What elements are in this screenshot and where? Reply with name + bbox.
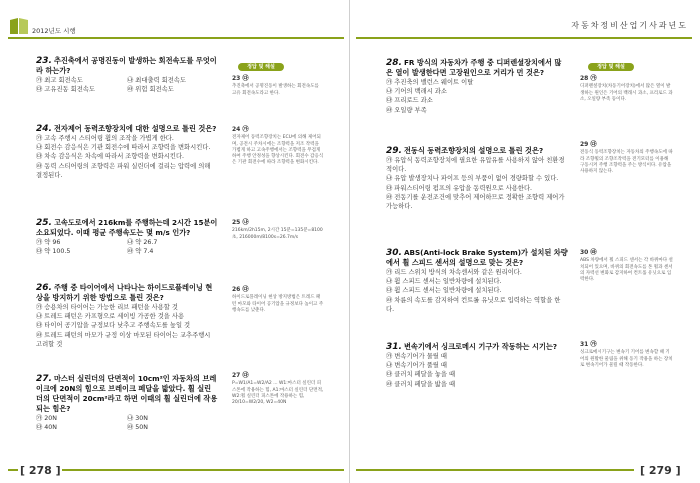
option: ㉯ 최대출력 회전속도 (127, 77, 186, 84)
question-28 (386, 58, 568, 115)
option: ㉯ 휠 스피드 센서는 일반차량에 설치된다. (386, 278, 502, 286)
question-26 (36, 283, 218, 349)
answer-31: 31 ㉮ 싱크로메시기구는 변속기 기어를 변속할 때 기어의 원활한 물림을 위해 동기 작용을 하는 장치로 변속기어가 물릴 때 작동한다. (580, 341, 673, 368)
option: ㉰ 차속 감응식은 차속에 따라서 조향력을 변화시킨다. (36, 153, 185, 161)
question-30 (386, 248, 568, 314)
question-title: 25. 고속도로에서 216km를 주행하는데 2시간 15분이 소요되었다. 이때 평균 주행속도는 몇 m/s 인가? (36, 218, 218, 237)
footer-rule (356, 469, 634, 471)
answer-27: 27 ㉰ P=W1/A1=W2/A2 ... W1:마스터 실린더 피스톤에 작용하는 힘, A1:마스터 실린더 단면적, W2:휠 실린더 피스톤에 작용하는 힘, 20/10=W2/20, W2=40N (232, 372, 324, 406)
option: ㉮ 최고 회전속도 (36, 77, 83, 84)
option: ㉰ 고유진동 회전속도 (36, 86, 95, 94)
option: ㉯ 기어의 백래시 과소 (386, 88, 447, 96)
question-title: 30. ABS(Anti-lock Brake System)가 설치된 차량에서 휠 스피드 센서의 설명으로 맞는 것은? (386, 248, 568, 267)
option: ㉮ 추진축의 밸런스 웨이트 이탈 (386, 79, 474, 86)
option: ㉮ 고속 주행시 스티어링 휠의 조작을 가볍게 한다. (36, 135, 174, 142)
page-number-right: [ 279 ] (640, 464, 681, 477)
option: ㉯ 트레드 패턴은 카프형으로 세이빙 가공한 것을 사용 (36, 313, 185, 321)
question-title: 31. 변속기에서 싱크로메시 기구가 작동하는 시기는? (386, 342, 557, 352)
option: ㉱ 트레드 패턴의 마모가 규정 이상 마모된 타이어는 교추주행시 고려할 것 (36, 331, 211, 348)
answer-badge: 정답 및 해설 (238, 63, 284, 71)
answer-30: 30 ㉱ ABS 차량에서 휠 스피드 센서는 각 바퀴마다 설치되어 있으며, 바퀴의 회전속도를 톤 휠과 센서의 자력선 변화로 감지하여 컨트롤 유닛으로 입력한다. (580, 249, 673, 283)
question-31 (386, 342, 568, 389)
option: ㉮ 약 96 (36, 239, 61, 246)
option: ㉱ 전동기를 운전조건에 맞추어 제어하므로 정확한 조향력 제어가 가능하다. (386, 193, 565, 211)
header-left-text: 2012년도 시행 (32, 27, 76, 35)
answer-25: 25 ㉯ 216km/2h15m, 2시간 15분=135분=8100초, 216000m/8100s=26.7m/s (232, 219, 323, 240)
question-title: 28. FR 방식의 자동차가 주행 중 디퍼렌셜장치에서 많은 열이 발생한다면 고장원인으로 거리가 먼 것은? (386, 58, 562, 77)
answer-23: 23 ㉰ 추진축에서 공명진동이 발생하는 회전속도를 고유 회전속도라고 한다. (232, 75, 319, 96)
option: ㉯ 유압 발생장치나 파이프 등의 부품이 없어 경량화할 수 있다. (386, 175, 559, 183)
answer-29: 29 ㉰ 전동식 동력조향장치는 자동차의 주행속도에 따라 조향휠의 조향조작력을 전기모터를 이용해 구동시켜 주행 조향력을 주는 방식이다. 유압을 사용하지 않는다. (580, 141, 673, 175)
option: ㉰ 약 100.5 (36, 248, 71, 256)
question-title: 27. 마스터 실린더의 단면적이 10cm²인 자동차의 브레이크에 20N의 힘으로 브레이크 페달을 밟았다. 휠 실린더의 단면적이 20cm²라고 하면 이때의 휠 실린더에 작용되는 힘은? (36, 374, 218, 413)
question-title: 26. 주행 중 타이어에서 나타나는 하이드로플레이닝 현상을 방지하기 위한 방법으로 틀린 것은? (36, 283, 213, 302)
option: ㉱ 약 7.4 (127, 248, 154, 256)
option: ㉱ 오일량 부족 (386, 106, 427, 114)
right-header (350, 0, 700, 40)
header-right-text: 자동차정비산업기사과년도 (571, 21, 688, 30)
option: ㉮ 리드 스위치 방식의 차속센서와 같은 원리이다. (386, 269, 522, 276)
right-page (350, 0, 700, 483)
question-23 (36, 56, 218, 94)
option: ㉰ 휠 스피드 센서는 일반차량에 설치된다. (386, 287, 502, 295)
footer-rule-left (8, 469, 18, 471)
option: ㉯ 30N (127, 415, 149, 422)
question-24 (36, 124, 218, 180)
option: ㉱ 차륜의 속도를 감지하여 컨트롤 유닛으로 입력하는 역할을 한다. (386, 296, 561, 313)
option: ㉯ 약 26.7 (127, 239, 158, 246)
option: ㉱ 동력 스티어링의 조향력은 파워 실린더에 걸리는 압력에 의해 결정된다. (36, 162, 211, 179)
option: ㉮ 유압식 동력조향장치에 필요한 유압유를 사용하지 않아 친환경적이다. (386, 157, 565, 174)
option: ㉮ 승용차의 타이어는 가능한 리브 패턴을 사용할 것 (36, 304, 178, 311)
header-rule (356, 37, 692, 39)
option: ㉰ 40N (36, 424, 58, 432)
header-rule (8, 37, 344, 39)
option: ㉯ 회전수 감응식은 기관 회전수에 따라서 조향력을 변화시킨다. (36, 144, 211, 152)
question-title: 24. 전자제어 동력조향장치에 대한 설명으로 틀린 것은? (36, 124, 217, 134)
answer-24: 24 ㉮ 전자제어 동력조향장치는 ECU에 의해 제어되며, 공전시 주차시에는 조향력을 저조 작력을 가볍게 하고 고속주행에서는 조향력을 무겁게 하여 주행 안정성을 향상시킨다. 회전수 감응식은 기관 회전수에 따라 조향력을 변화시킨다. (232, 126, 324, 166)
option: ㉰ 클러치 페달을 놓을 때 (386, 371, 456, 379)
answer-26: 26 ㉰ 하이드로플레이닝 현상 방지방법은 트레드 패턴 마모와 타이어 공기압을 규정보다 높이고 주행속도를 낮춘다. (232, 286, 324, 313)
option: ㉮ 20N (36, 415, 58, 422)
option: ㉰ 프리로드 과소 (386, 97, 433, 105)
question-29 (386, 146, 568, 211)
left-header (0, 0, 350, 40)
page-number-left: [ 278 ] (20, 464, 61, 477)
option: ㉯ 변속기어가 풀릴 때 (386, 362, 447, 370)
option: ㉰ 타이어 공기압을 규정보다 낮추고 주행속도를 높일 것 (36, 322, 191, 330)
option: ㉰ 파워스티어링 펌프의 유압을 동력원으로 사용한다. (386, 184, 533, 192)
answer-28: 28 ㉮ 디퍼렌셜장치(차동기어장치)에서 많은 열이 발생하는 원인은 기어의 백래시 과소, 프리로드 과소, 오일량 부족 등이다. (580, 75, 673, 102)
question-title: 29. 전동식 동력조향장치의 설명으로 틀린 것은? (386, 146, 544, 156)
option: ㉱ 클러치 페달을 밟을 때 (386, 380, 456, 388)
answer-badge: 정답 및 해설 (588, 63, 634, 71)
question-27 (36, 374, 218, 432)
option: ㉱ 50N (127, 424, 149, 432)
book-logo-icon (8, 16, 30, 36)
footer-rule (62, 469, 344, 471)
option: ㉮ 변속기어가 물릴 때 (386, 353, 447, 360)
question-title: 23. 추진축에서 공명진동이 발생하는 회전속도를 무엇이라 하는가? (36, 56, 217, 75)
question-25 (36, 218, 218, 256)
option: ㉱ 위험 회전속도 (127, 86, 174, 94)
